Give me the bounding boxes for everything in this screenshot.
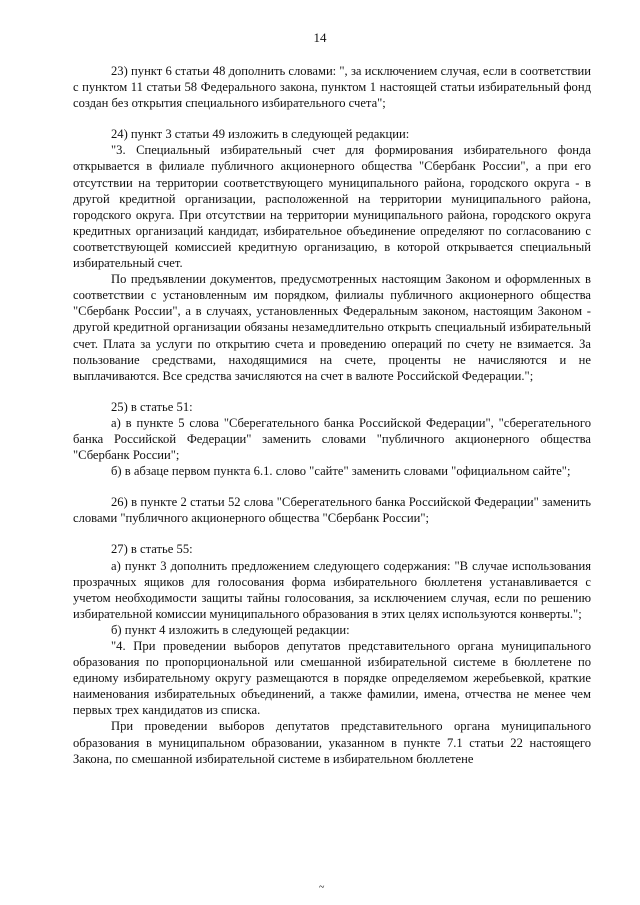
paragraph-article49-documents: По предъявлении документов, предусмотренных настоящим Законом и оформленных в соответствии с установленным им порядком, филиалы публичного акционерного общества "Сбербанк России", а в случаях, установленных Федеральным законом, настоящим Законом - другой кредитной организации обязаны незамедлительно открыть специальный избирательный счет. Плата за услуги по открытию счета и проведению операций по счету не взимается. За пользование средствами, находящимися на счете, проценты не начисляются и не выплачиваются. Все средства зачисляются на счет в валюте Российской Федерации."; [73, 272, 591, 383]
paragraph-item-24: 24) пункт 3 статьи 49 изложить в следующей редакции: [111, 127, 410, 142]
paragraph-article55-p4: "4. При проведении выборов депутатов представительного органа муниципального образования по пропорциональной или смешанной избирательной системе в бюллетене по единому избирательному округу размещаются в порядке определяемом жеребьевкой, краткие наименования избирательных объединений, а также фамилии, имена, отчества не менее чем первых трех кандидатов из списка. [73, 639, 591, 718]
paragraph-article55-mixed-system: При проведении выборов депутатов представительного органа муниципального образования в муниципальном образовании, указанном в пункте 7.1 статьи 22 настоящего Закона, по смешанной избирательной системе в избирательном бюллетене [73, 719, 591, 766]
paragraph-item-27b: б) пункт 4 изложить в следующей редакции: [111, 622, 350, 637]
paragraph-gap [73, 384, 591, 399]
paragraph-gap [73, 111, 591, 126]
document-body [73, 63, 591, 767]
paragraph-item-25a: а) в пункте 5 слова "Сберегательного банка Российской Федерации", "сберегательного банка Российской Федерации" заменить словами "публичного акционерного общества "Сбербанк России"; [73, 415, 591, 463]
page-number: 14 [313, 30, 327, 45]
paragraph-item-25: 25) в статье 51: [111, 399, 193, 414]
paragraph-item-27: 27) в статье 55: [111, 542, 193, 557]
paragraph-item-26: 26) в пункте 2 статьи 52 слова "Сберегательного банка Российской Федерации" заменить словами "публичного акционерного общества "Сбербанк России"; [73, 495, 591, 526]
paragraph-gap [73, 526, 591, 541]
paragraph-item-27a: а) пункт 3 дополнить предложением следующего содержания: "В случае использования прозрачных ящиков для голосования форма избирательного бюллетеня устанавливается с учетом необходимости защиты тайны голосования, за исключением случая, если по решению избирательной комиссии муниципального образования в этих целях используются конверты."; [73, 558, 591, 621]
paragraph-gap [73, 479, 591, 494]
paragraph-item-23: 23) пункт 6 статьи 48 дополнить словами: ", за исключением случая, если в соответствии с пунктом 11 статьи 58 Федерального закона, пунктом 1 настоящей статьи избирательный фонд создан без открытия специального избирательного счета"; [73, 64, 591, 111]
footer-mark: ~ [319, 882, 325, 893]
paragraph-article49-p3: "3. Специальный избирательный счет для формирования избирательного фонда открывается в филиале публичного акционерного общества "Сбербанк России", а при его отсутствии на территории соответствующего муниципального района, городского округа - в другой кредитной организации, расположенной на территории муниципального района, городского округа. При отсутствии на территории муниципального района, городского округа кредитных организаций кандидат, избирательное объединение определяют по согласованию с соответствующей комиссией кредитную организацию, в которой открывается специальный избирательный счет. [73, 143, 591, 271]
paragraph-item-25b: б) в абзаце первом пункта 6.1. слово "сайте" заменить словами "официальном сайте"; [111, 464, 571, 479]
